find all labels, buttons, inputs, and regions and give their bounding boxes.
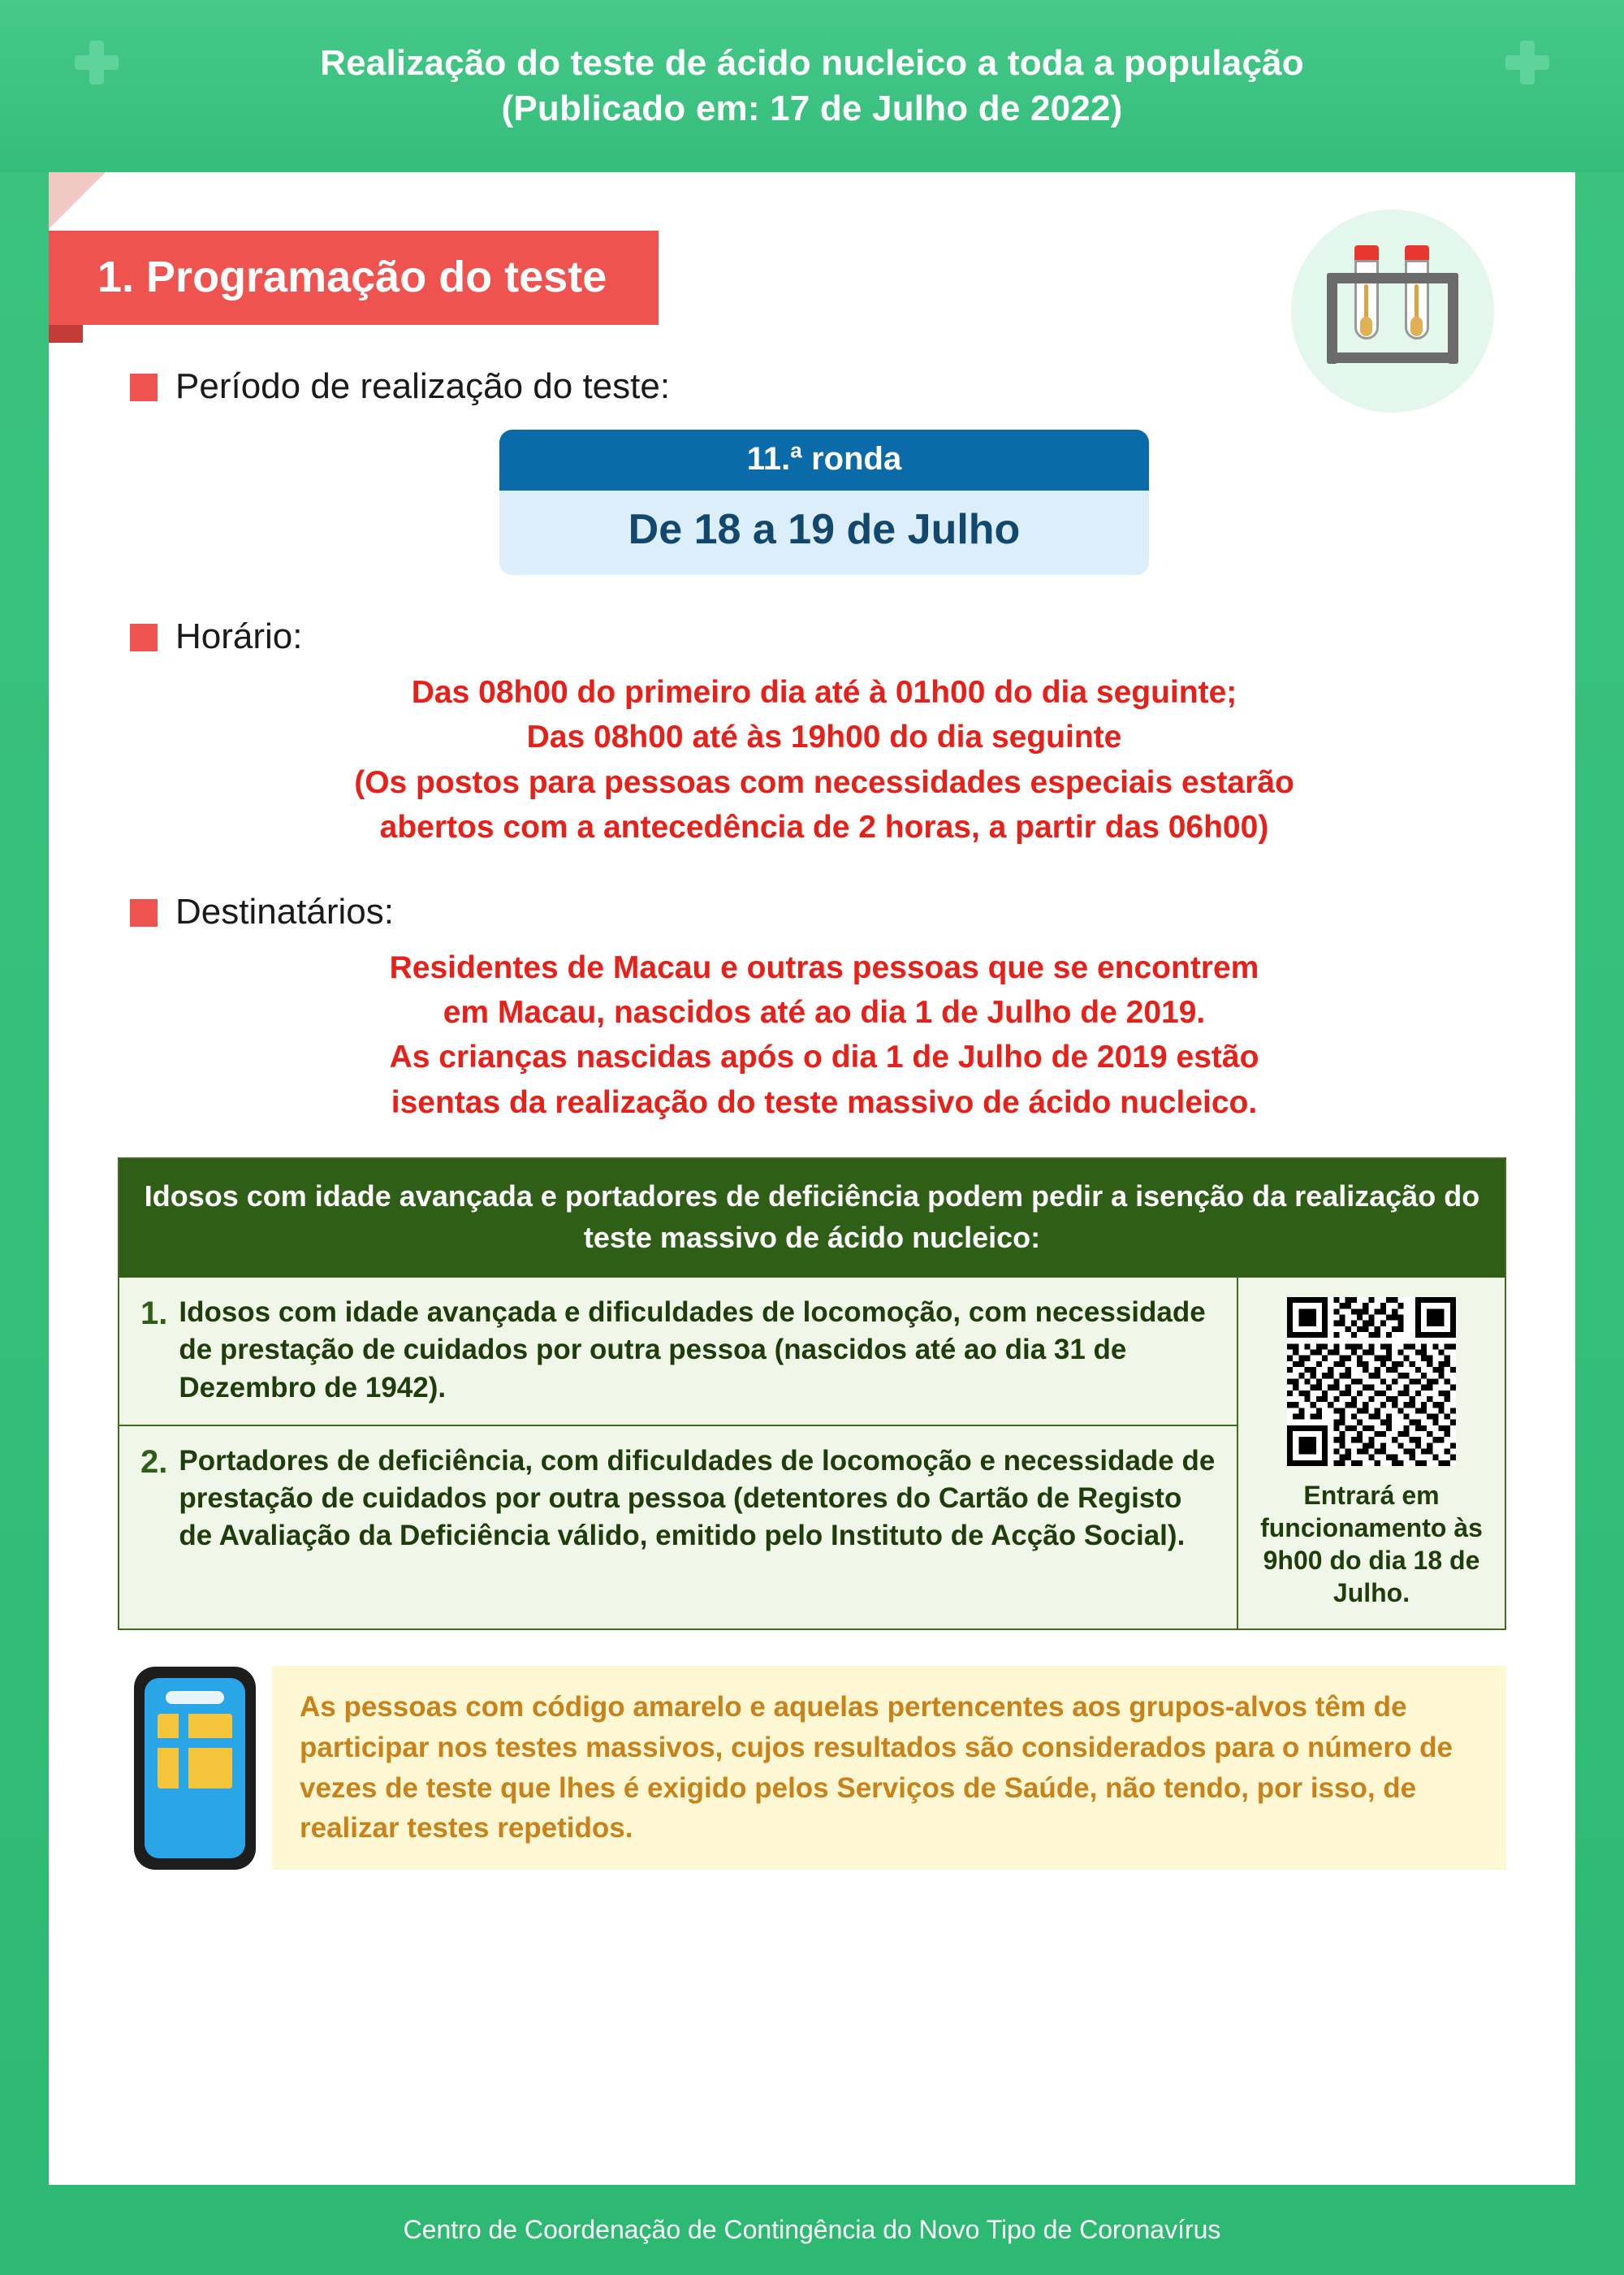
- section-title: 1. Programação do teste: [49, 231, 659, 325]
- header-title-line2: (Publicado em: 17 de Julho de 2022): [501, 89, 1123, 128]
- list-item: [119, 1425, 1237, 1573]
- recipients-row: [130, 889, 1518, 934]
- note-row: [118, 1666, 1506, 1870]
- corner-fold-decoration: [49, 172, 106, 229]
- period-label: Período de realização do teste:: [175, 366, 671, 406]
- schedule-row: [130, 614, 1518, 659]
- schedule-line: (Os postos para pessoas com necessidades especiais estarão: [354, 764, 1294, 800]
- recipients-line: isentas da realização do teste massivo de ácido nucleico.: [391, 1084, 1258, 1120]
- schedule-label: Horário:: [175, 616, 303, 656]
- bullet-square-icon: [130, 624, 158, 651]
- recipients-label: Destinatários:: [175, 891, 395, 932]
- footer: [0, 2185, 1624, 2275]
- exemption-heading: Idosos com idade avançada e portadores de deficiência podem pedir a isenção da realização do teste massivo de ácido nucleico:: [119, 1159, 1505, 1278]
- schedule-line: Das 08h00 do primeiro dia até à 01h00 do dia seguinte;: [411, 675, 1237, 710]
- recipients-line: As crianças nascidas após o dia 1 de Julho de 2019 estão: [389, 1040, 1259, 1075]
- main-content: [49, 364, 1575, 1125]
- exemption-body: [119, 1278, 1505, 1628]
- content-sheet: [49, 172, 1575, 2185]
- round-label: 11.ª ronda: [499, 430, 1149, 491]
- phone-status-bar: [166, 1691, 224, 1704]
- bullet-square-icon: [130, 374, 158, 401]
- medical-cross-icon: [1505, 41, 1549, 84]
- round-dates: De 18 a 19 de Julho: [628, 506, 1021, 553]
- exemption-items: [119, 1278, 1237, 1628]
- qr-note: Entrará em funcionamento às 9h00 do dia 18 de Julho.: [1260, 1481, 1483, 1608]
- item-number: 2.: [140, 1443, 168, 1480]
- schedule-lines: [130, 670, 1518, 850]
- recipients-line: Residentes de Macau e outras pessoas que se encontrem: [389, 949, 1259, 985]
- medical-cross-icon: [75, 41, 119, 84]
- list-item: [119, 1278, 1237, 1425]
- recipients-lines: [130, 945, 1518, 1126]
- schedule-line: abertos com a antecedência de 2 horas, a partir das 06h00): [379, 810, 1269, 846]
- item-number: 1.: [140, 1295, 168, 1332]
- rack-bar: [1327, 352, 1458, 363]
- phone-screen: [145, 1678, 245, 1858]
- exemption-qr-cell: [1237, 1278, 1505, 1628]
- item-text: Portadores de deficiência, com dificuldades de locomoção e necessidade de prestação de cuidados por outra pessoa (detentores do Cartão de Registo de Avaliação da Deficiência válido, emitido pelo Instituto de Acção Social).: [179, 1444, 1216, 1552]
- qr-code-icon: [1287, 1297, 1456, 1466]
- phone-qr-icon: [158, 1714, 232, 1788]
- schedule-line: Das 08h00 até às 19h00 do dia seguinte: [526, 720, 1122, 755]
- header-title-line1: Realização do teste de ácido nucleico a toda a população: [320, 42, 1304, 83]
- banner-shadow-decoration: [49, 325, 83, 343]
- item-text: Idosos com idade avançada e dificuldades de locomoção, com necessidade de prestação de cuidados por outra pessoa (nascidos até ao dia 31 de Dezembro de 1942).: [179, 1296, 1206, 1403]
- footer-text: Centro de Coordenação de Contingência do Novo Tipo de Coronavírus: [403, 2215, 1221, 2244]
- round-box: [499, 430, 1149, 575]
- bullet-square-icon: [130, 899, 158, 927]
- recipients-line: em Macau, nascidos até ao dia 1 de Julho de 2019.: [443, 994, 1206, 1030]
- smartphone-health-code-icon: [118, 1666, 272, 1870]
- note-text: As pessoas com código amarelo e aquelas pertencentes aos grupos-alvos têm de participar nos testes massivos, cujos resultados são considerados para o número de vezes de teste que lhes é exigido pelos Serviços de Saúde, não tendo, por isso, de realizar testes repetidos.: [272, 1666, 1506, 1870]
- header: [0, 0, 1624, 172]
- exemption-table: [118, 1157, 1506, 1630]
- section-banner-wrap: [49, 231, 1575, 325]
- phone-body: [134, 1667, 256, 1870]
